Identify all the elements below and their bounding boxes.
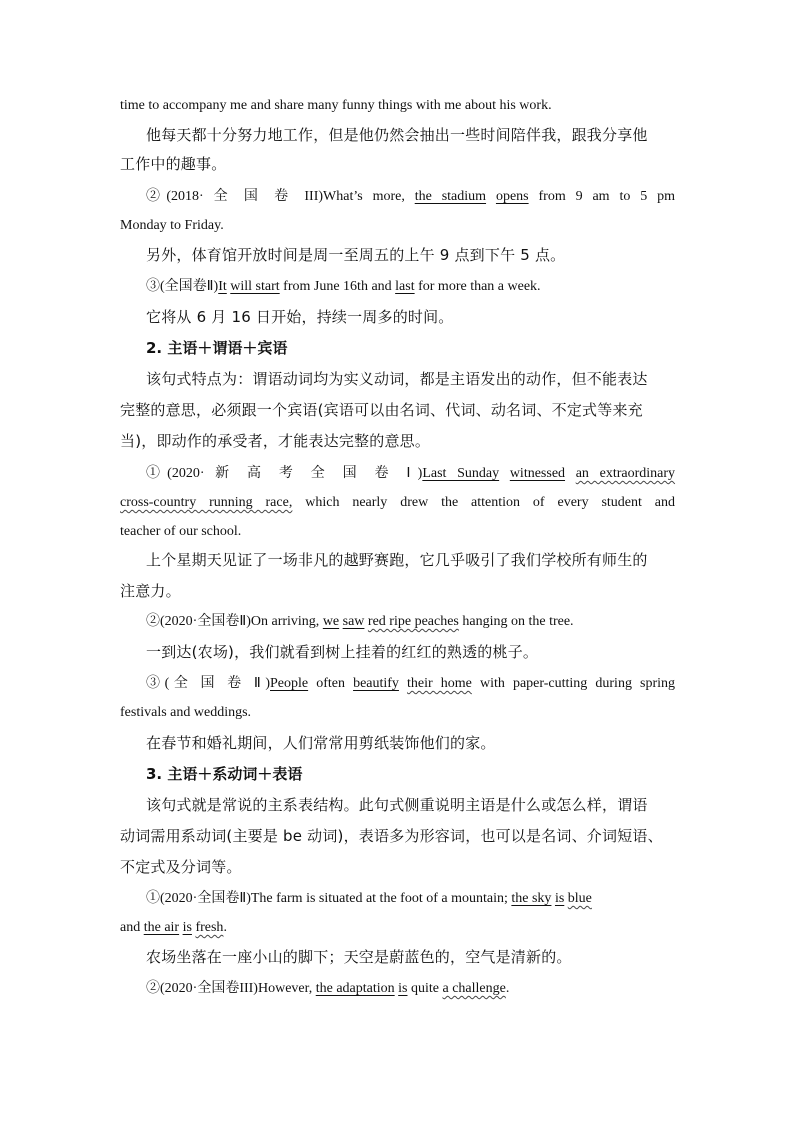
object-underline: an extraordinary [575,466,676,481]
predicative-underline: a challenge [442,981,506,996]
object-underline: red ripe peaches [367,614,459,629]
example-sentence-en [120,493,675,513]
example-sentence-en [120,96,675,116]
subject-underline: we [322,614,340,629]
text-run: 在春节和婚礼期间，人们常常用剪纸装饰他们的家。 [146,734,496,752]
text-run: 注意力。 [120,582,181,600]
text-run: ③(全 国 卷 Ⅱ) [146,676,270,691]
text-run: 上个星期天见证了一场非凡的越野赛跑，它几乎吸引了我们学校所有师生的 [146,551,648,569]
example-sentence-en [120,918,675,938]
paragraph-zh [146,369,675,389]
text-run: ②(2020·全国卷III)However, [146,981,316,996]
text-run: teacher of our school. [120,524,242,539]
text-run: festivals and weddings. [120,705,252,720]
text-run: 2. 主语＋谓语＋宾语 [146,339,288,357]
text-run: 完整的意思，必须跟一个宾语(宾语可以由名词、代词、动名词、不定式等来充 [120,401,643,419]
section-heading [146,764,675,784]
example-sentence-en [146,979,675,999]
example-sentence-en [146,889,675,909]
text-run: 它将从 6 月 16 日开始，持续一周多的时间。 [146,308,454,326]
text-run: which nearly drew the attention of every student and [292,495,675,510]
example-sentence-en [146,187,675,207]
example-sentence-en [146,612,675,632]
text-run: . [223,920,227,935]
subject-underline: People [270,676,309,691]
verb-underline: is [554,891,565,906]
paragraph-zh [146,795,675,815]
verb-underline: saw [342,614,365,629]
verb-underline: last [395,279,415,294]
text-run: 他每天都十分努力地工作，但是他仍然会抽出一些时间陪伴我，跟我分享他 [146,126,648,144]
text-run: 当)，即动作的承受者，才能表达完整的意思。 [120,432,431,450]
text-run: 工作中的趣事。 [120,155,227,173]
translation-zh [120,154,675,174]
example-sentence-en [120,522,675,542]
subject-underline: the sky [511,891,552,906]
subject-underline: It [218,279,227,294]
text-run: from 9 am to 5 pm [528,189,675,204]
text-run: with paper-cutting during spring [471,676,676,691]
text-run: Monday to Friday. [120,218,224,233]
text-run: time to accompany me and share many funny things with me about his work. [120,98,552,113]
text-run: 农场坐落在一座小山的脚下；天空是蔚蓝色的，空气是清新的。 [146,948,572,966]
text-run: 另外，体育馆开放时间是周一至周五的上午 9 点到下午 5 点。 [146,246,566,264]
example-sentence-en [146,464,675,484]
text-run: hanging on the tree. [458,614,574,629]
predicative-underline: blue [567,891,592,906]
text-run: 一到达(农场)，我们就看到树上挂着的红红的熟透的桃子。 [146,643,539,661]
text-run: ①(2020·全国卷Ⅱ)The farm is situated at the foot of a mountain; [146,891,512,906]
text-run: 该句式就是常说的主系表结构。此句式侧重说明主语是什么或怎么样，谓语 [146,796,648,814]
subject-underline: the stadium [414,189,487,204]
object-underline: cross-country running race, [120,495,293,510]
verb-underline: is [182,920,192,935]
translation-zh [146,642,675,662]
translation-zh [146,550,675,570]
translation-zh [146,125,675,145]
subject-underline: the adaptation [315,981,395,996]
text-run: . [505,981,510,996]
verb-underline: is [398,981,408,996]
translation-zh [146,307,675,327]
text-run: often [308,676,354,691]
verb-underline: beautify [353,676,399,691]
translation-zh [146,947,675,967]
example-sentence-en [146,277,675,297]
translation-zh [146,245,675,265]
subject-underline: the air [143,920,180,935]
text-run: ②(2018· 全 国 卷 III)What’s more, [146,189,415,204]
text-run: ②(2020·全国卷Ⅱ)On arriving, [146,614,323,629]
text-run: from June 16th and [279,279,396,294]
text-run: 不定式及分词等。 [120,858,242,876]
text-run: 3. 主语＋系动词＋表语 [146,765,303,783]
text-run: and [120,920,144,935]
verb-underline: opens [495,189,529,204]
example-sentence-en [120,216,675,236]
paragraph-zh [120,431,675,451]
translation-zh [146,733,675,753]
text-run: 动词需用系动词(主要是 be 动词)，表语多为形容词，也可以是名词、介词短语、 [120,827,663,845]
subject-underline: Last Sunday [422,466,500,481]
verb-underline: witnessed [509,466,566,481]
paragraph-zh [120,857,675,877]
text-run: ③(全国卷Ⅱ) [146,279,219,294]
example-sentence-en [146,674,675,694]
translation-zh [120,581,675,601]
text-run: 该句式特点为：谓语动词均为实义动词，都是主语发出的动作，但不能表达 [146,370,648,388]
predicative-underline: fresh [195,920,224,935]
object-underline: their home [407,676,472,691]
paragraph-zh [120,826,675,846]
paragraph-zh [120,400,675,420]
text-run: quite [407,981,443,996]
text-run: ①(2020· 新 高 考 全 国 卷 Ⅰ) [146,466,423,481]
verb-underline: will start [230,279,280,294]
example-sentence-en [120,703,675,723]
section-heading [146,338,675,358]
text-run: for more than a week. [414,279,541,294]
